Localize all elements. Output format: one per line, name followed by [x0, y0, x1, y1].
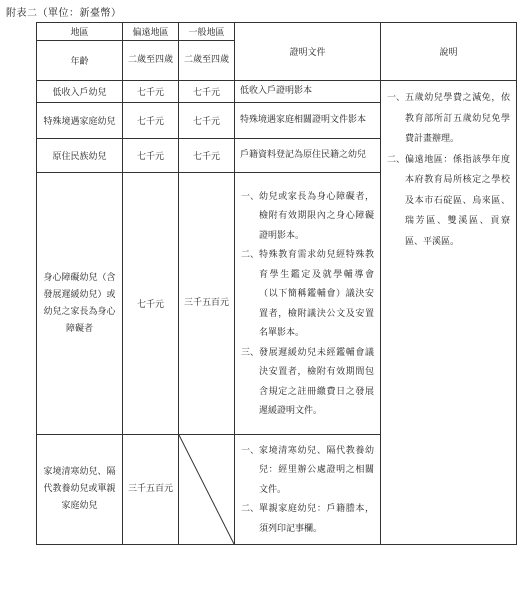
general-age-header: 二歲至四歲	[179, 41, 235, 81]
document-list	[235, 438, 380, 542]
note-item	[387, 150, 510, 253]
note-number: 二、	[387, 154, 406, 165]
document-cell: 特殊境遇家庭相關證明文件影本	[235, 103, 381, 139]
category-cell: 特殊境遇家庭幼兒	[37, 103, 123, 139]
note-text: 偏遠地區：係指該學年度本府教育局所核定之學校及本市石碇區、烏來區、瑞芳區、雙溪區、貢寮區、平溪區。	[405, 154, 510, 247]
document-item-number: 二、	[241, 250, 260, 260]
document-item	[241, 500, 374, 539]
document-item-text: 單親家庭幼兒：戶籍謄本，須列印記事欄。	[259, 504, 374, 534]
document-item-text: 發展遲緩幼兒未經鑑輔會議決安置者，檢附有效期間包含規定之註冊繳費日之發展遲緩證明文件。	[259, 347, 374, 416]
document-item	[241, 344, 374, 422]
note-text: 五歲幼兒學費之減免，依教育部所訂五歲幼兒免學費計畫辦理。	[405, 93, 510, 144]
document-item-number: 二、	[241, 504, 260, 515]
note-item	[387, 88, 510, 150]
document-cell	[235, 435, 381, 545]
category-cell: 身心障礙幼兒（含發展遲緩幼兒）或幼兒之家長為身心障礙者	[37, 173, 123, 435]
diagonal-slash	[179, 435, 234, 544]
remote-amount-cell: 七千元	[123, 173, 179, 435]
general-area-header: 一般地區	[179, 23, 235, 41]
document-item-number: 一、	[241, 445, 260, 456]
note-number: 一、	[387, 93, 406, 103]
category-cell: 原住民族幼兒	[37, 139, 123, 173]
document-item-number: 三、	[241, 347, 260, 358]
document-item-number: 一、	[241, 191, 260, 202]
document-item-text: 家境清寒幼兒、隔代教養幼兒：經里辦公處證明之相關文件。	[259, 445, 374, 495]
document-item-text: 特殊教育需求幼兒經特殊教育學生鑑定及就學輔導會（以下簡稱鑑輔會）議決安置者，檢附議決公文及安置名單影本。	[259, 250, 374, 338]
subsidy-table	[36, 22, 517, 545]
general-amount-cell: 七千元	[179, 139, 235, 173]
notes-header: 說明	[381, 23, 517, 81]
area-header: 地區	[37, 23, 123, 41]
document-cell	[235, 173, 381, 435]
notes-cell	[381, 81, 517, 545]
document-item-text: 幼兒或家長為身心障礙者，檢附有效期限內之身心障礙證明影本。	[259, 191, 374, 241]
age-header: 年齡	[37, 41, 123, 81]
document-item	[241, 188, 374, 247]
remote-age-header: 二歲至四歲	[123, 41, 179, 81]
remote-amount-cell: 七千元	[123, 103, 179, 139]
remote-area-header: 偏遠地區	[123, 23, 179, 41]
document-item	[241, 442, 374, 501]
remote-amount-cell: 七千元	[123, 139, 179, 173]
general-amount-cell: 七千元	[179, 103, 235, 139]
table-caption: 附表二（單位：新臺幣）	[6, 8, 122, 19]
general-amount-cell: 三千五百元	[179, 173, 235, 435]
remote-amount-cell: 七千元	[123, 81, 179, 103]
general-amount-cell-empty	[179, 435, 235, 545]
header-row-area	[37, 23, 517, 41]
document-item	[241, 246, 374, 344]
remote-amount-cell: 三千五百元	[123, 435, 179, 545]
category-cell: 低收入戶幼兒	[37, 81, 123, 103]
document-list	[235, 184, 380, 424]
general-amount-cell: 七千元	[179, 81, 235, 103]
notes-list	[381, 81, 516, 254]
document-cell: 戶籍資料登記為原住民籍之幼兒	[235, 139, 381, 173]
documents-header: 證明文件	[235, 23, 381, 81]
category-cell: 家境清寒幼兒、隔代教養幼兒或單親家庭幼兒	[37, 435, 123, 545]
table-row	[37, 81, 517, 103]
document-cell: 低收入戶證明影本	[235, 81, 381, 103]
